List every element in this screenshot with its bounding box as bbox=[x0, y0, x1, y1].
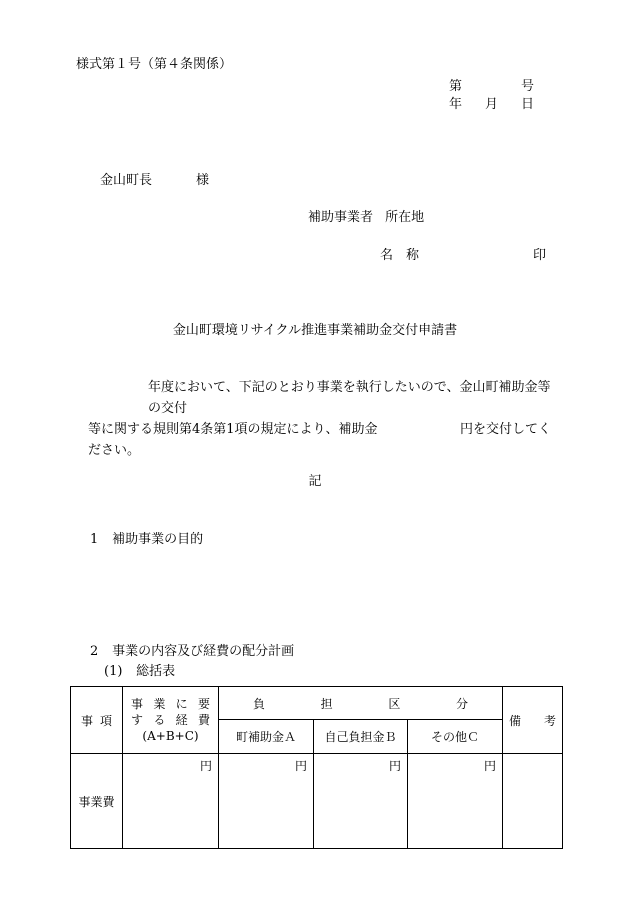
header-burden-c2: 担 bbox=[320, 696, 333, 711]
yen-unit: 円 bbox=[388, 759, 401, 773]
header-burden-c3: 区 bbox=[388, 696, 401, 711]
header-note bbox=[503, 687, 563, 754]
body-line-1: 年度において、下記のとおり事業を執行したいので、金山町補助金等の交付 bbox=[148, 380, 551, 416]
section-2-number: 2 bbox=[90, 644, 99, 659]
header-expense-l2-c2: る bbox=[153, 713, 166, 727]
body-text bbox=[88, 377, 563, 461]
body-line-2 bbox=[88, 419, 563, 440]
applicant-label: 補助事業者 bbox=[308, 210, 374, 225]
header-self-burden: 自己負担金Ｂ bbox=[314, 720, 408, 754]
document-title: 金山町環境リサイクル推進事業補助金交付申請書 bbox=[172, 323, 458, 338]
date-year: 年 bbox=[449, 97, 463, 112]
recipient-name: 金山町長 bbox=[100, 173, 153, 188]
header-expense-formula: (A+B+C) bbox=[142, 729, 199, 743]
row-label-project-cost: 事業費 bbox=[71, 754, 123, 849]
applicant-name-line bbox=[380, 248, 546, 264]
seal-mark: 印 bbox=[532, 248, 546, 263]
header-expense-text bbox=[123, 696, 218, 744]
name-label: 名 称 bbox=[380, 248, 420, 263]
yen-unit: 円 bbox=[199, 759, 212, 773]
header-burden-c1: 負 bbox=[253, 696, 266, 711]
header-burden bbox=[219, 687, 503, 720]
form-number: 様式第１号（第４条関係） bbox=[76, 57, 233, 72]
header-item bbox=[71, 687, 123, 754]
number-prefix: 第 bbox=[449, 79, 463, 94]
header-note-c1: 備 bbox=[509, 713, 522, 728]
address-label: 所在地 bbox=[385, 210, 425, 225]
section-1-title: 補助事業の目的 bbox=[112, 532, 204, 547]
yen-unit: 円 bbox=[484, 759, 497, 773]
header-note-c2: 考 bbox=[544, 713, 557, 728]
yen-unit: 円 bbox=[294, 759, 307, 773]
subsection-1-title: 総括表 bbox=[136, 664, 176, 679]
number-suffix: 号 bbox=[521, 79, 535, 94]
section-2-title: 事業の内容及び経費の配分計画 bbox=[112, 644, 295, 659]
recipient bbox=[100, 173, 210, 189]
cell-note bbox=[503, 754, 563, 849]
section-1-number: 1 bbox=[90, 532, 99, 547]
header-expense-l1-c3: に bbox=[175, 697, 188, 711]
summary-table bbox=[70, 686, 563, 849]
subsection-1-heading bbox=[104, 664, 175, 680]
body-line-2-a: 等に関する規則第4条第1項の規定により、補助金 bbox=[88, 422, 378, 437]
ki-heading: 記 bbox=[308, 474, 322, 489]
header-expense-l2-c3: 経 bbox=[175, 713, 188, 727]
header-expense-l1-c2: 業 bbox=[153, 697, 166, 711]
recipient-honorific: 様 bbox=[196, 173, 210, 188]
section-2-heading bbox=[90, 644, 294, 660]
header-expense-l1-c4: 要 bbox=[197, 697, 210, 711]
date-day: 日 bbox=[521, 97, 535, 112]
applicant-address-line bbox=[308, 210, 424, 226]
header-item-char-2: 項 bbox=[99, 713, 112, 728]
header-expense-l2-c1: す bbox=[131, 713, 144, 727]
cell-expense-total bbox=[123, 754, 219, 849]
subsection-1-number: (1) bbox=[104, 664, 123, 679]
date-month: 月 bbox=[485, 97, 499, 112]
header-other: その他Ｃ bbox=[408, 720, 503, 754]
section-1-heading bbox=[90, 532, 203, 548]
header-town-subsidy: 町補助金Ａ bbox=[219, 720, 314, 754]
cell-other bbox=[408, 754, 503, 849]
header-burden-c4: 分 bbox=[455, 696, 468, 711]
body-line-2-b: 円を交付してく bbox=[460, 422, 552, 437]
header-expense-l2-c4: 費 bbox=[197, 713, 210, 727]
header-expense-l1-c1: 事 bbox=[131, 697, 144, 711]
cell-self-burden bbox=[314, 754, 408, 849]
cell-town-subsidy bbox=[219, 754, 314, 849]
body-line-3: ださい。 bbox=[88, 443, 141, 458]
header-item-char-1: 事 bbox=[81, 713, 94, 728]
header-expense bbox=[123, 687, 219, 754]
